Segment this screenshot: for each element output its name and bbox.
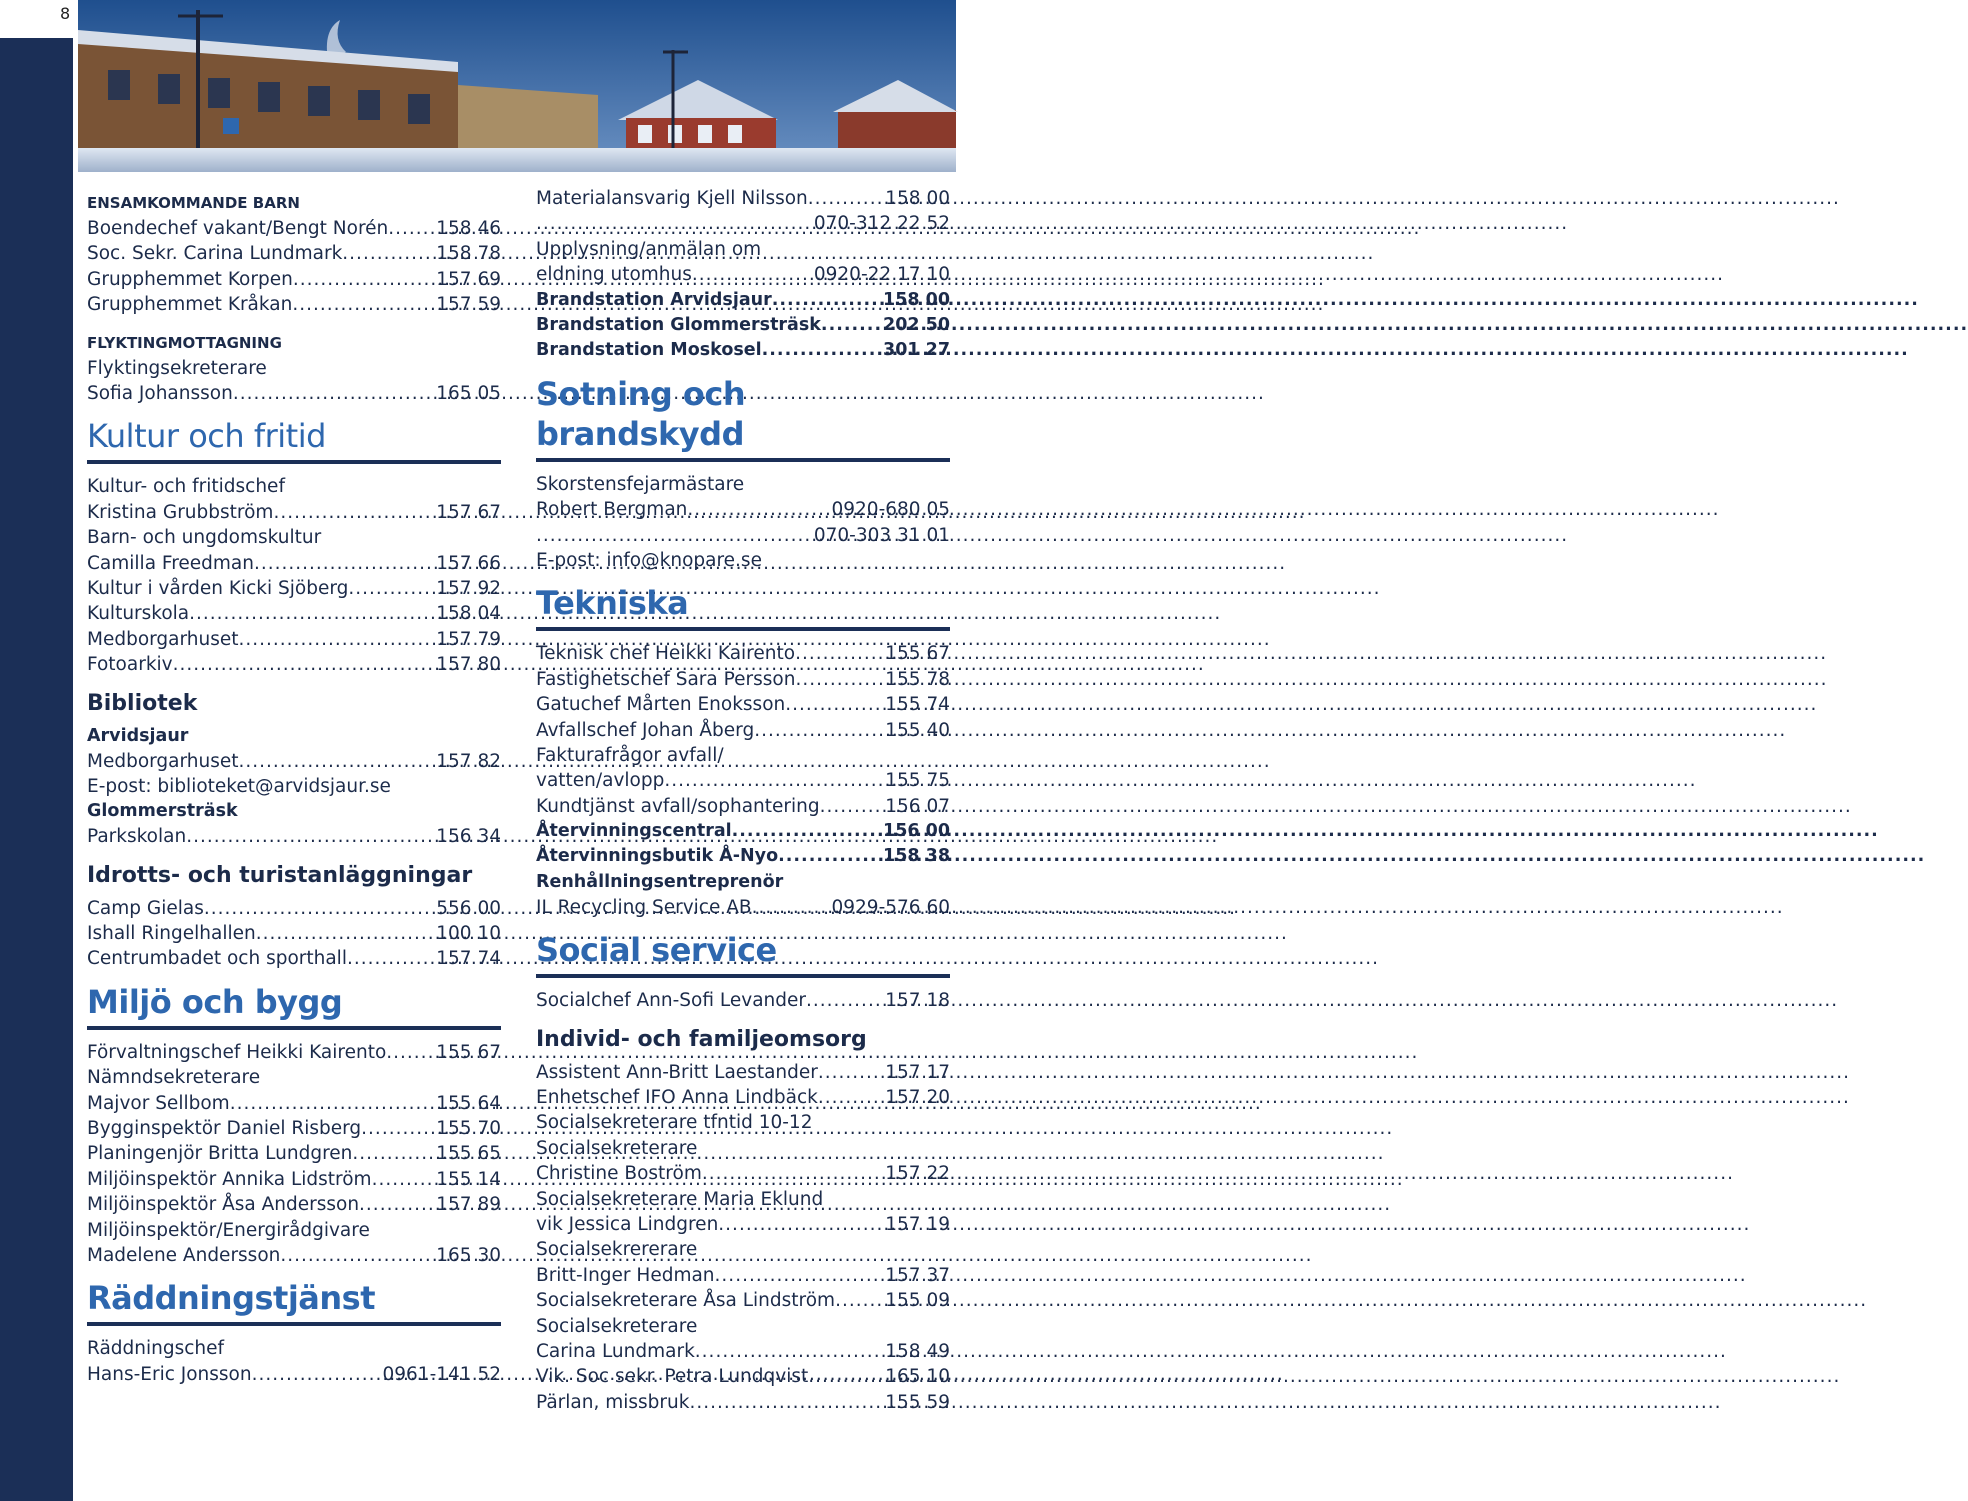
- list-item: Brandstation Moskosel ..... 301 27: [536, 338, 950, 363]
- list-item: Robert Bergman ..... 0920-680 05: [536, 497, 950, 522]
- list-item: Miljöinspektör Åsa Andersson ..... 157 89: [87, 1192, 501, 1217]
- left-accent-bar: [0, 38, 73, 1501]
- eldning-label: Upplysning/anmälan om: [536, 238, 762, 260]
- list-item: Återvinningsbutik Å-Nyo ..... 158 38: [536, 844, 950, 869]
- list-item: Pärlan, missbruk ..... 155 59: [536, 1390, 950, 1415]
- list-item: Teknisk chef Heikki Kairento ..... 155 67: [536, 641, 950, 666]
- list-item: Parkskolan ..... 156 34: [87, 824, 501, 849]
- bibliotek-email: E-post: biblioteket@arvidsjaur.se: [87, 775, 391, 797]
- kultur-heading: Kultur och fritid: [87, 406, 501, 464]
- list-item: ..... 070-312 22 52: [536, 211, 950, 236]
- renhallning-label: Renhållningsentreprenör: [536, 871, 784, 892]
- list-item: Vik. Soc sekr. Petra Lundqvist ..... 165 10: [536, 1364, 950, 1389]
- sotning-heading: Sotning och brandskydd: [536, 364, 950, 462]
- list-item: vatten/avlopp ..... 155 75: [536, 768, 950, 793]
- list-item: Avfallschef Johan Åberg ..... 155 40: [536, 718, 950, 743]
- faktura-label: Fakturafrågor avfall/: [536, 744, 724, 766]
- list-item: Kulturskola ..... 158 04: [87, 601, 501, 626]
- raddning-label: Räddningschef: [87, 1338, 225, 1360]
- list-item: Ishall Ringelhallen ..... 100 10: [87, 921, 501, 946]
- sotning-label: Skorstensfejarmästare: [536, 473, 745, 495]
- bibliotek-heading: Bibliotek: [87, 690, 198, 716]
- individ-label: Socialsekreterare: [536, 1315, 698, 1337]
- list-item: Planingenjör Britta Lundgren ..... 155 65: [87, 1141, 501, 1166]
- raddning-heading: Räddningstjänst: [87, 1268, 501, 1326]
- list-item: Brandstation Glommersträsk ..... 202 50: [536, 313, 950, 338]
- bibliotek-arvidsjaur: Arvidsjaur: [87, 725, 189, 746]
- flyktingmottagning-heading: FLYKTINGMOTTAGNING: [87, 333, 282, 352]
- list-item: Socialsekreterare Åsa Lindström ..... 155 09: [536, 1288, 950, 1313]
- list-item: Fotoarkiv ..... 157 80: [87, 652, 501, 677]
- list-item: IL Recycling Service AB ..... 0929-576 60: [536, 895, 950, 920]
- list-item: Christine Boström ..... 157 22: [536, 1161, 950, 1186]
- flykting-label: Flyktingsekreterare: [87, 357, 267, 379]
- list-item: Carina Lundmark ..... 158 49: [536, 1339, 950, 1364]
- list-item: Camp Gielas ..... 556 00: [87, 896, 501, 921]
- miljo-label: Nämndsekreterare: [87, 1067, 261, 1089]
- bibliotek-glommerstrask: Glommersträsk: [87, 801, 238, 822]
- miljo-heading: Miljö och bygg: [87, 972, 501, 1030]
- header-photo: [78, 0, 956, 172]
- list-item: Boendechef vakant/Bengt Norén ..... 158 46: [87, 216, 501, 241]
- town-street-photo: [78, 0, 956, 172]
- list-item: vik Jessica Lindgren ..... 157 19: [536, 1212, 950, 1237]
- list-item: Majvor Sellbom ..... 155 64: [87, 1091, 501, 1116]
- list-item: ..... 070-303 31 01: [536, 523, 950, 548]
- right-column: [536, 186, 950, 1415]
- list-item: Enhetschef IFO Anna Lindbäck ..... 157 20: [536, 1085, 950, 1110]
- miljo-label-2: Miljöinspektör/Energirådgivare: [87, 1219, 370, 1241]
- list-item: Kristina Grubbström ..... 157 67: [87, 500, 501, 525]
- list-item: Soc. Sekr. Carina Lundmark ..... 158 78: [87, 241, 501, 266]
- list-item: Bygginspektör Daniel Risberg ..... 155 70: [87, 1116, 501, 1141]
- individ-label: Socialsekreterare tfntid 10-12: [536, 1112, 813, 1134]
- left-column: [87, 186, 501, 1387]
- idrott-heading: Idrotts- och turistanläggningar: [87, 862, 473, 888]
- list-item: Britt-Inger Hedman ..... 157 37: [536, 1263, 950, 1288]
- individ-label: Socialsekreterare: [536, 1137, 698, 1159]
- list-item: Brandstation Arvidsjaur ..... 158 00: [536, 288, 950, 313]
- social-heading: Social service: [536, 920, 950, 978]
- list-item: Centrumbadet och sporthall ..... 157 74: [87, 946, 501, 971]
- list-item: Medborgarhuset ..... 157 79: [87, 627, 501, 652]
- list-item: Gatuchef Mårten Enoksson ..... 155 74: [536, 692, 950, 717]
- list-item: Miljöinspektör Annika Lidström ..... 155 14: [87, 1167, 501, 1192]
- list-item: Madelene Andersson ..... 165 30: [87, 1243, 501, 1268]
- tekniska-heading: Tekniska: [536, 573, 950, 631]
- list-item: Assistent Ann-Britt Laestander ..... 157 17: [536, 1060, 950, 1085]
- list-item: Socialchef Ann-Sofi Levander ..... 157 18: [536, 988, 950, 1013]
- list-item: Hans-Eric Jonsson ..... 0961-141 52: [87, 1362, 501, 1387]
- kultur-label: Kultur- och fritidschef: [87, 476, 285, 498]
- list-item: Kundtjänst avfall/sophantering ..... 156 07: [536, 794, 950, 819]
- list-item: Camilla Freedman ..... 157 66: [87, 551, 501, 576]
- list-item: Förvaltningschef Heikki Kairento ..... 155 67: [87, 1040, 501, 1065]
- list-item: eldning utomhus ..... 0920-22 17 10: [536, 262, 950, 287]
- list-item: Medborgarhuset ..... 157 82: [87, 749, 501, 774]
- list-item: Materialansvarig Kjell Nilsson ..... 158 00: [536, 186, 950, 211]
- list-item: Grupphemmet Kråkan ..... 157 59: [87, 292, 501, 317]
- individ-heading: Individ- och familjeomsorg: [536, 1026, 867, 1052]
- list-item: Kultur i vården Kicki Sjöberg ..... 157 92: [87, 576, 501, 601]
- kultur-label-2: Barn- och ungdomskultur: [87, 527, 322, 549]
- ensamkommande-heading: ENSAMKOMMANDE BARN: [87, 194, 300, 212]
- page-number: 8: [60, 4, 71, 23]
- list-item: Sofia Johansson ..... 165 05: [87, 381, 501, 406]
- list-item: Återvinningscentral ..... 156 00: [536, 819, 950, 844]
- individ-label: Socialsekrererare: [536, 1239, 698, 1261]
- sotning-email: E-post: info@knopare.se: [536, 549, 762, 571]
- list-item: Grupphemmet Korpen ..... 157 69: [87, 267, 501, 292]
- individ-label: Socialsekreterare Maria Eklund: [536, 1188, 824, 1210]
- list-item: Fastighetschef Sara Persson ..... 155 78: [536, 667, 950, 692]
